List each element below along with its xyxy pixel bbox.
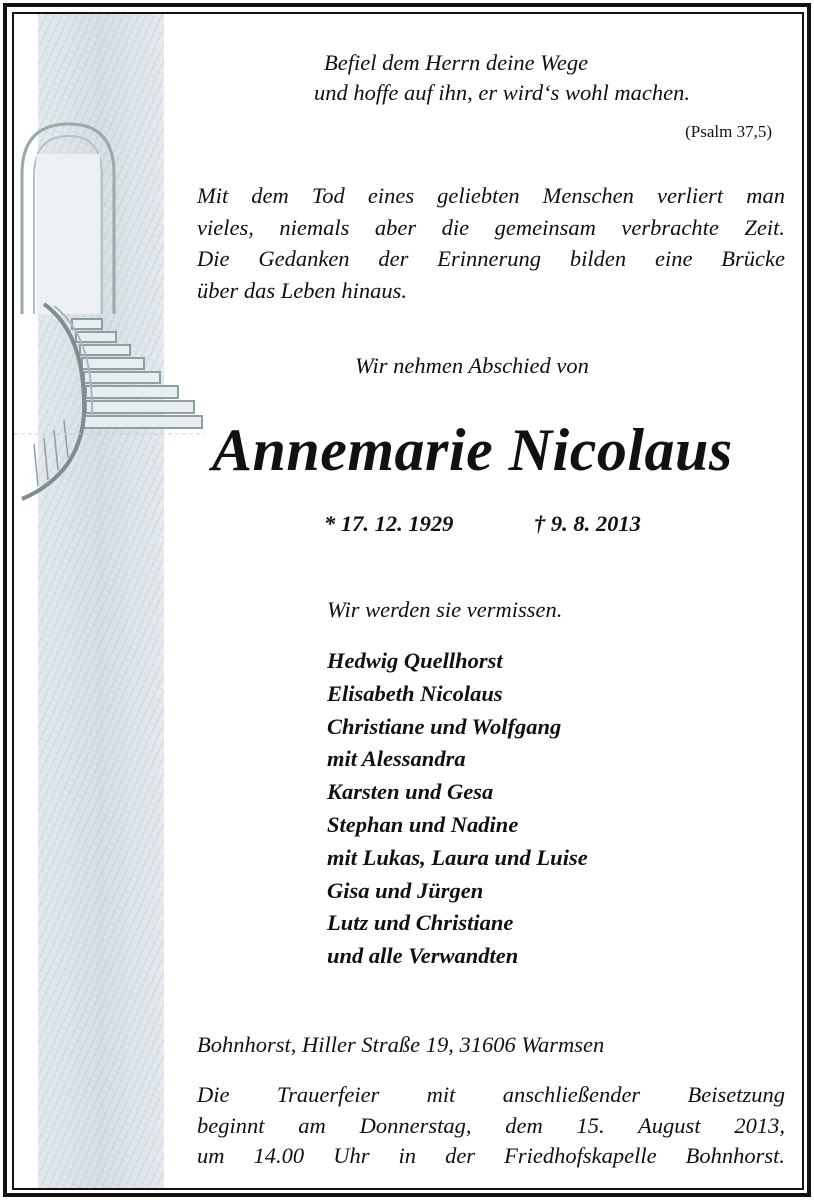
memorial-quote xyxy=(197,180,785,306)
list-item: und alle Verwandten xyxy=(327,943,519,969)
psalm-reference: (Psalm 37,5) xyxy=(685,122,772,141)
family-list xyxy=(327,645,588,973)
list-item: Stephan und Nadine xyxy=(327,811,519,837)
quote-line: über das Leben hinaus. xyxy=(197,277,407,303)
farewell-text: Wir nehmen Abschied von xyxy=(355,353,589,378)
quote-line: Die Gedanken der Erinnerung bilden eine Brücke xyxy=(197,246,785,271)
psalm-line: Befiel dem Herrn deine Wege xyxy=(324,50,589,75)
address: Bohnhorst, Hiller Straße 19, 31606 Warmsen xyxy=(197,1032,605,1057)
service-line: um 14.00 Uhr in der Friedhofskapelle Bohnhorst. xyxy=(197,1143,785,1168)
list-item: mit Lukas, Laura und Luise xyxy=(327,844,588,870)
staircase-archway-illustration xyxy=(14,114,204,514)
list-item: Elisabeth Nicolaus xyxy=(327,680,503,706)
funeral-service-info xyxy=(197,1080,785,1172)
list-item: Gisa und Jürgen xyxy=(327,877,484,903)
death-date: † 9. 8. 2013 xyxy=(534,511,641,536)
list-item: Hedwig Quellhorst xyxy=(327,648,503,673)
psalm-line: und hoffe auf ihn, er wird‘s wohl machen. xyxy=(314,80,691,105)
psalm-verse xyxy=(314,48,690,108)
quote-line: vieles, niemals aber die gemeinsam verbrachte Zeit. xyxy=(197,214,785,240)
miss-text: Wir werden sie vermissen. xyxy=(327,597,563,622)
obituary-notice xyxy=(12,12,804,1190)
service-line: Die Trauerfeier mit anschließender Beisetzung xyxy=(197,1082,785,1107)
deceased-name: Annemarie Nicolaus xyxy=(212,417,733,483)
list-item: Christiane und Wolfgang xyxy=(327,713,562,739)
list-item: mit Alessandra xyxy=(327,746,466,772)
birth-date: * 17. 12. 1929 xyxy=(324,511,454,536)
list-item: Karsten und Gesa xyxy=(327,779,494,805)
service-line: beginnt am Donnerstag, dem 15. August 2013, xyxy=(197,1112,785,1138)
quote-line: Mit dem Tod eines geliebten Menschen verliert man xyxy=(197,183,785,208)
list-item: Lutz und Christiane xyxy=(327,910,514,936)
